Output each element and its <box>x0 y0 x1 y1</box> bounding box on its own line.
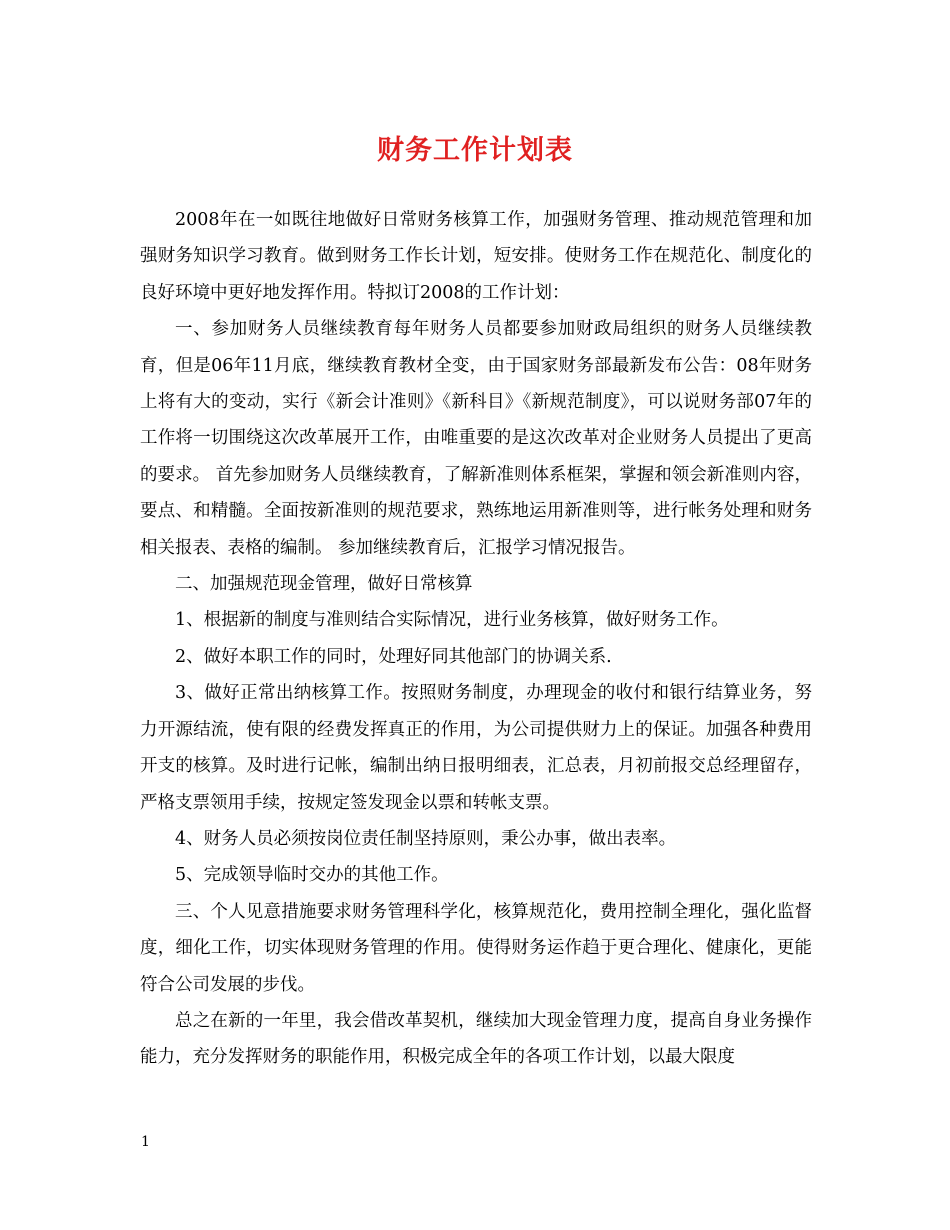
paragraph-section-2-heading: 二、加强规范现金管理，做好日常核算 <box>175 574 473 595</box>
paragraph-intro: 2008年在一如既往地做好日常财务核算工作，加强财务管理、推动规范管理和加强财务知识学习教育。做到财务工作长计划，短安排。使财务工作在规范化、制度化的良好环境中更好地发挥作用。特拟订2008的工作计划： <box>140 210 812 303</box>
page-number: 1 <box>141 1134 150 1150</box>
paragraph-conclusion: 总之在新的一年里，我会借改革契机，继续加大现金管理力度，提高自身业务操作能力，充分发挥财务的职能作用，积极完成全年的各项工作计划，以最大限度 <box>140 1010 812 1068</box>
document-body <box>140 202 812 1076</box>
paragraph-section-3: 三、个人见意措施要求财务管理科学化，核算规范化，费用控制全理化，强化监督度，细化工作，切实体现财务管理的作用。使得财务运作趋于更合理化、健康化，更能符合公司发展的步伐。 <box>140 901 812 995</box>
paragraph-item-3: 3、做好正常出纳核算工作。按照财务制度，办理现金的收付和银行结算业务，努力开源结流，使有限的经费发挥真正的作用，为公司提供财力上的保证。加强各种费用开支的核算。及时进行记帐，编制出纳日报明细表，汇总表，月初前报交总经理留存，严格支票领用手续，按规定签发现金以票和转帐支票。 <box>140 683 812 813</box>
document-title: 财务工作计划表 <box>377 135 573 166</box>
paragraph-item-1: 1、根据新的制度与准则结合实际情况，进行业务核算，做好财务工作。 <box>175 610 729 631</box>
paragraph-section-1: 一、参加财务人员继续教育每年财务人员都要参加财政局组织的财务人员继续教育，但是06年11月底，继续教育教材全变，由于国家财务部最新发布公告：08年财务上将有大的变动，实行《新会计准则》《新科目》《新规范制度》，可以说财务部07年的工作将一切围绕这次改革展开工作，由唯重要的是这次改革对企业财务人员提出了更高的要求。 首先参加财务人员继续教育，了解新准则体系框架，掌握和领会新准则内容，要点、和精髓。全面按新准则的规范要求，熟练地运用新准则等，进行帐务处理和财务相关报表、表格的编制。 参加继续教育后，汇报学习情况报告。 <box>140 319 812 558</box>
paragraph-item-2: 2、做好本职工作的同时，处理好同其他部门的协调关系. <box>175 646 612 667</box>
paragraph-item-4: 4、财务人员必须按岗位责任制坚持原则，秉公办事，做出表率。 <box>175 828 677 849</box>
paragraph-item-5: 5、完成领导临时交办的其他工作。 <box>175 865 449 886</box>
